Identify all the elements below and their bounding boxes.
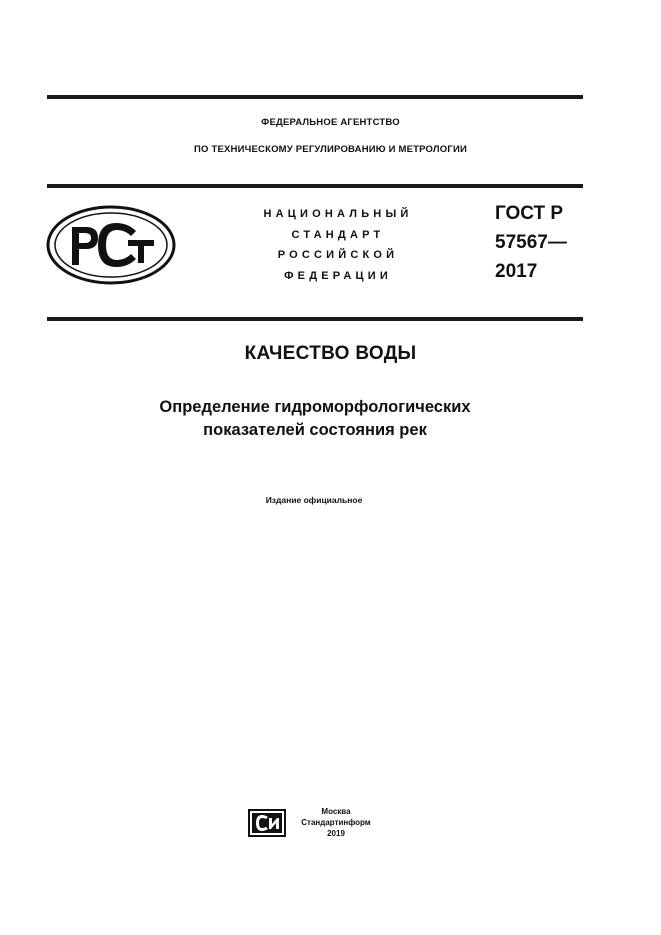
standartinform-logo-icon [248,809,286,837]
header-rule [47,184,583,188]
document-title: КАЧЕСТВО ВОДЫ [244,343,417,364]
subtitle-line1: Определение гидроморфологических [159,398,471,416]
title-block-rule [47,317,583,321]
edition-label: Издание официальное [265,495,363,505]
publication-year: 2019 [327,829,345,838]
standard-type-line1: НАЦИОНАЛЬНЫЙ [263,208,413,220]
standard-type-line4: ФЕДЕРАЦИИ [284,269,392,282]
standard-type [248,204,428,286]
designation-line3: 2017 [495,261,538,282]
publisher-city: Москва [321,807,351,816]
standard-type-line3: РОССИЙСКОЙ [277,249,399,261]
gost-r-logo-icon [46,205,176,285]
top-rule [47,95,583,99]
agency-name-line2: ПО ТЕХНИЧЕСКОМУ РЕГУЛИРОВАНИЮ И МЕТРОЛОГИИ [194,144,467,155]
designation-line2: 57567— [495,232,567,253]
document-subtitle [0,396,630,442]
agency-name-line1: ФЕДЕРАЛЬНОЕ АГЕНТСТВО [261,117,400,128]
publisher-name: Стандартинформ [301,818,371,827]
publisher-block [300,806,372,839]
designation-line1: ГОСТ Р [495,203,564,224]
standard-designation [495,199,567,286]
standard-type-line2: СТАНДАРТ [291,228,385,241]
subtitle-line2: показателей состояния рек [203,421,427,439]
